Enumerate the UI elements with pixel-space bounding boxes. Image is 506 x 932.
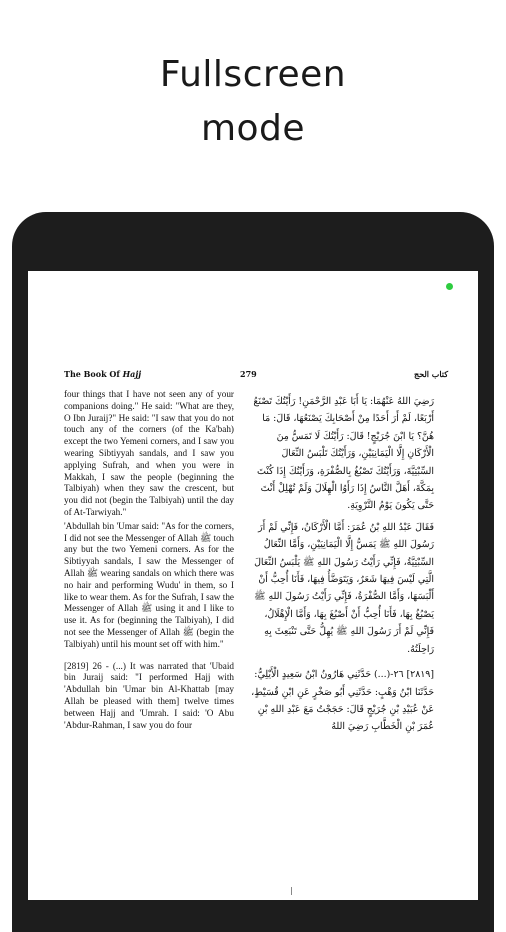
promo-title-line1: Fullscreen: [159, 54, 347, 95]
english-paragraph: [2819] 26 - (...) It was narrated that 'Ubaid bin Juraij said: "I performed Hajj with 'Abdullah bin 'Umar bin Al-Khattab [may Allah be pleased with them] twelve times between Hajj and 'Umrah. I said: 'O Abu 'Abdur-Rahman, I saw you do four: [64, 660, 234, 730]
english-paragraph: four things that I have not seen any of your companions doing." He said: "What are they, O Ibn Juraij?" He said: "I saw that you do not touch any of the corners (of the Ka'bah) except the two Yemeni corners, and I saw you wearing Sibtiyyah sandals, and I saw you applying Sufrah, and when you were in Makkah, I saw the people (beginning the Talbiyah) when they saw the crescent, but you did not (begin the Talbiyah) until the day of At-Tarwiyah.": [64, 389, 234, 517]
arabic-book-title: كتاب الحج: [414, 369, 448, 379]
book-title-name: Hajj: [122, 369, 142, 379]
arabic-paragraph: رَضِيَ اللهُ عَنْهُمَا: يَا أَبَا عَبْدِ الرَّحْمَنِ! رَأَيْتُكَ تَصْنَعُ أَرْبَعًا، لَمْ أَرَ أَحَدًا مِنْ أَصْحَابِكَ يَصْنَعُهَا، قَالَ: مَا هُنَّ؟ يَا ابْنَ جُرَيْجٍ! قَالَ: رَأَيْتُكَ لَا تَمَسُّ مِنَ الْأَرْكَانِ إِلَّا الْيَمَانِيَيْنِ، وَرَأَيْتُكَ تَلْبَسُ النِّعَالَ السِّبْتِيَّةَ، وَرَأَيْتُكَ تَصْبُغُ بِالصُّفْرَةِ، وَرَأَيْتُكَ إِذَا كُنْتَ بِمَكَّةَ، أَهَلَّ النَّاسُ إِذَا رَأَوُا الْهِلَالَ وَلَمْ تُهْلِلْ أَنْتَ حَتَّى يَكُونَ يَوْمُ التَّرْوِيَةِ.: [253, 396, 434, 512]
page-header: [64, 369, 448, 383]
arabic-paragraph: فَقَالَ عَبْدُ اللهِ بْنُ عُمَرَ: أَمَّا الْأَرْكَانُ، فَإِنِّي لَمْ أَرَ رَسُولَ اللهِ ﷺ يَمَسُّ إِلَّا الْيَمَانِيَيْنِ، وَأَمَّا النِّعَالُ السِّبْتِيَّةُ، فَإِنِّي رَأَيْتُ رَسُولَ اللهِ ﷺ يَلْبَسُ النِّعَالَ الَّتِي لَيْسَ فِيهَا شَعَرٌ، وَيَتَوَضَّأُ فِيهَا، فَأَنَا أُحِبُّ أَنْ أَلْبَسَهَا، وَأَمَّا الصُّفْرَةُ، فَإِنِّي رَأَيْتُ رَسُولَ اللهِ ﷺ يَصْبُغُ بِهَا، فَأَنَا أُحِبُّ أَنْ أَصْبُغَ بِهَا، وَأَمَّا الْإِهْلَالُ، فَإِنِّي لَمْ أَرَ رَسُولَ اللهِ ﷺ يُهِلُّ حَتَّى تَنْبَعِثَ بِهِ رَاحِلَتُهُ.: [254, 521, 434, 655]
arabic-column: [250, 393, 434, 740]
english-column: [64, 389, 234, 733]
status-indicator-dot: [446, 283, 453, 290]
english-paragraph: 'Abdullah bin 'Umar said: "As for the corners, I did not see the Messenger of Allah ﷺ touch any but the two Yemeni corners. As for the Sibtiyyah sandals, I saw the Messenger of Allah ﷺ wearing sandals on which there was no hair and performing Wudu' in them, so I like to wear them. As for the Sufrah, I saw the Messenger of Allah ﷺ using it and I like to use it. As for (beginning the Talbiyah), I did not see the Messenger of Allah ﷺ (begin the Talbiyah) until his mount set off with him.": [64, 520, 235, 649]
promo-title: [0, 48, 506, 156]
arabic-paragraph: [٢٨١٩] ٢٦-(...) حَدَّثَنِي هَارُونُ ابْنُ سَعِيدٍ الْأَيْلِيُّ: حَدَّثَنَا ابْنُ وَهْبٍ: حَدَّثَنِي أَبُو صَخْرٍ عَنِ ابْنِ قُسَيْطٍ، عَنْ عُبَيْدِ بْنِ جُرَيْجٍ قَالَ: حَجَجْتُ مَعَ عَبْدِ اللهِ بْنِ عُمَرَ بْنِ الْخَطَّابِ رَضِيَ اللهُ: [251, 669, 434, 733]
promo-title-line2: mode: [200, 108, 306, 149]
book-title: [64, 369, 141, 379]
page-divider-mark: [291, 887, 292, 895]
page-number: 279: [240, 369, 257, 379]
book-title-prefix: The Book Of: [64, 369, 120, 379]
reader-screen[interactable]: [28, 271, 478, 900]
